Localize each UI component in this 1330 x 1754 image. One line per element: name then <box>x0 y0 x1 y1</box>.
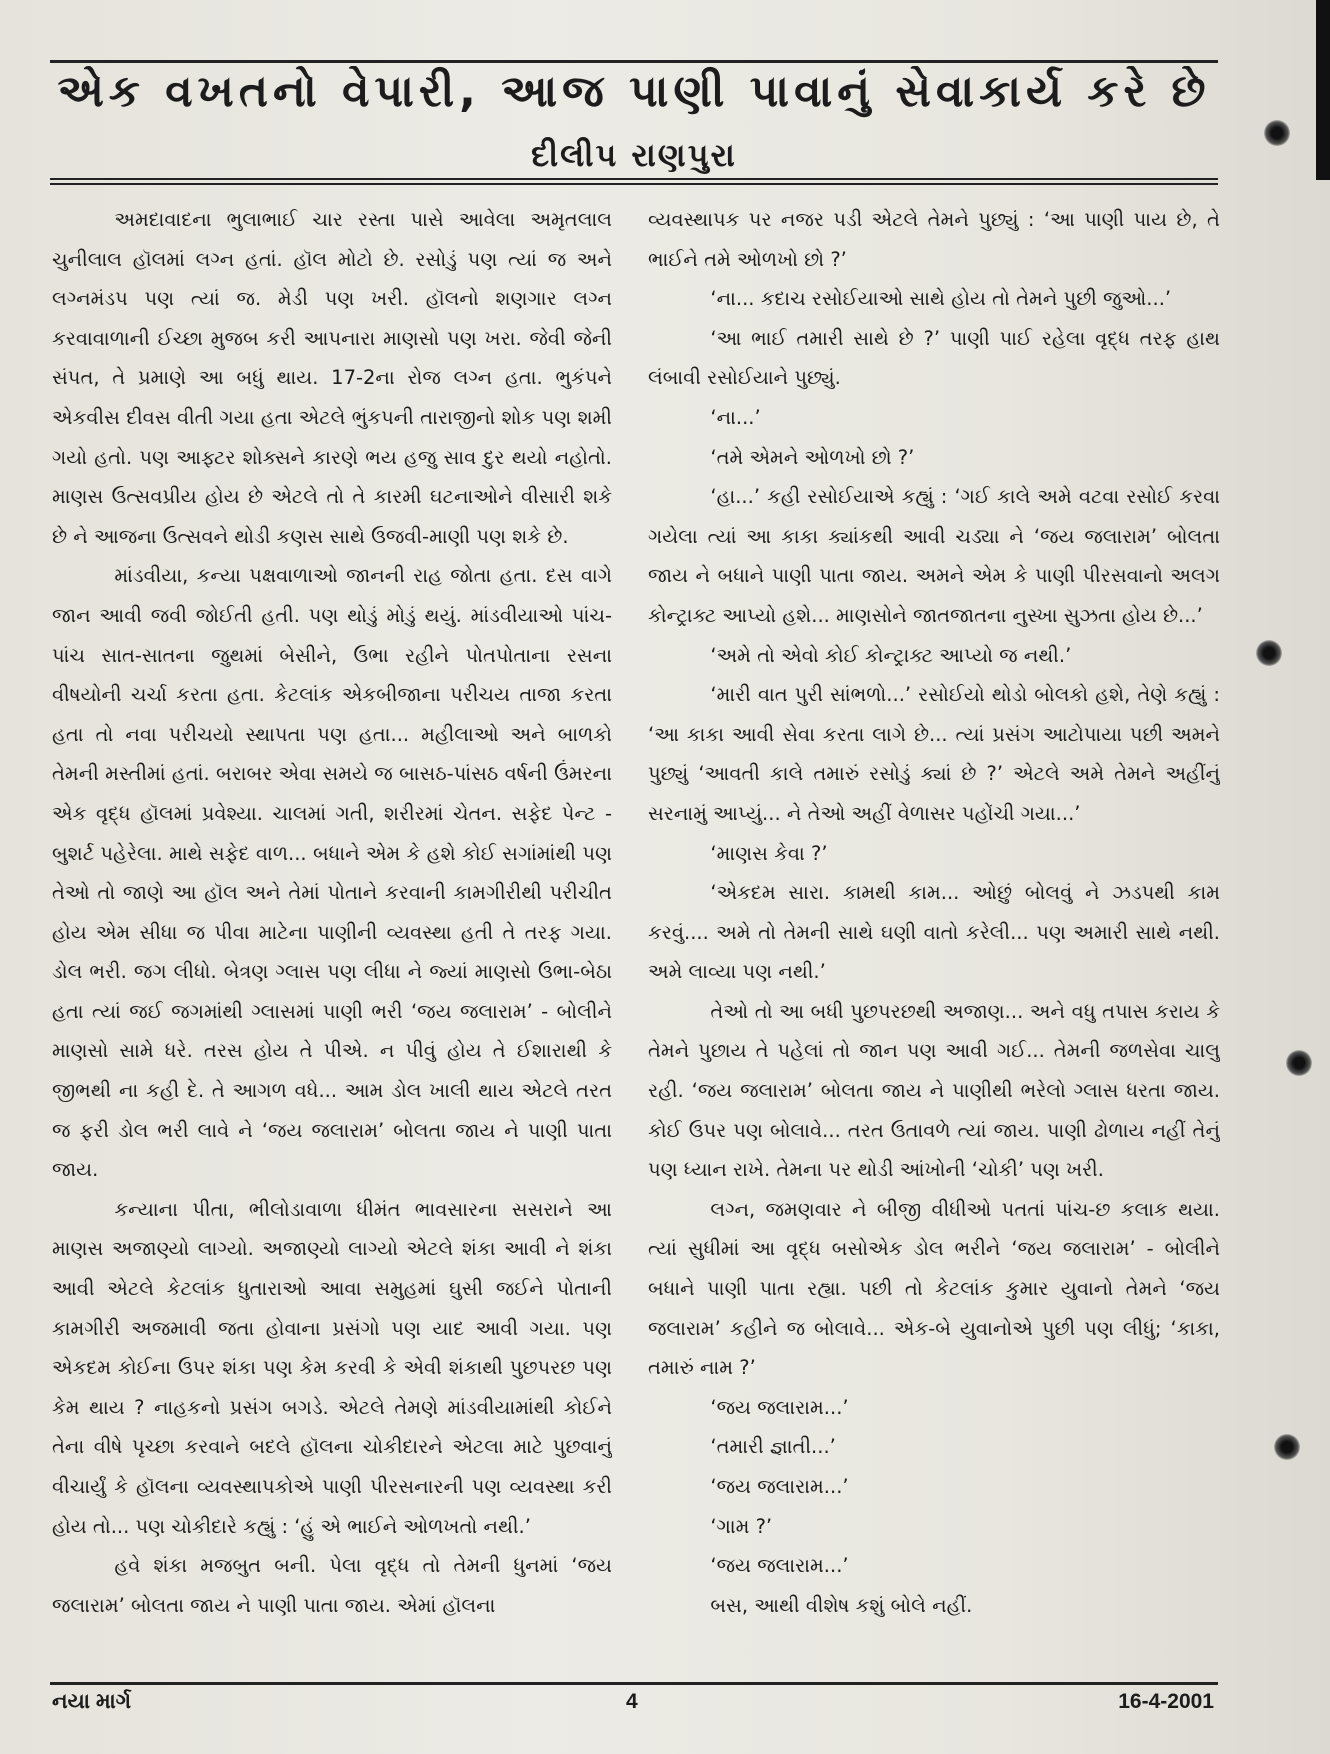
paragraph: ‘ના...’ <box>710 405 761 429</box>
paragraph: કન્યાના પીતા, ભીલોડાવાળા ધીમંત ભાવસારના સસરાને આ માણસ અજાણ્યો લાગ્યો. અજાણ્યો લાગ્યો એટલે શંકા આવી ને શંકા આવી એટલે કેટલાંક ધુતારાઓ આવા સમુહમાં ઘુસી જઈને પોતાની કામગીરી અજમાવી જતા હોવાના પ્રસંગો પણ યાદ આવી ગયા. પણ એકદમ કોઈના ઉપર શંકા પણ કેમ કરવી કે એવી શંકાથી પુછપરછ પણ કેમ થાય ? નાહકનો પ્રસંગ બગડે. એટલે તેમણે માંડવીયામાંથી કોઈને તેના વીષે પૃચ્છા કરવાને બદલે હૉલના ચોકીદારને એટલા માટે પુછવાનું વીચાર્યું કે હૉલના વ્યવસ્થાપકોએ પાણી પીરસનારની પણ વ્યવસ્થા કરી હોય તો... પણ ચોકીદારે કહ્યું : ‘હું એ ભાઈને ઓળખતો નથી.’ <box>52 1197 612 1538</box>
paragraph: ‘જય જલારામ...’ <box>710 1554 849 1578</box>
page-hole <box>1264 120 1290 146</box>
article-title: એક વખતનો વેપારી, આજ પાણી પાવાનું સેવાકાર્ય કરે છે <box>57 66 1211 117</box>
paragraph: ‘જય જલારામ...’ <box>710 1395 849 1419</box>
footer-page-number: 4 <box>626 1690 638 1713</box>
article-author: દીલીપ રાણપુરા <box>531 136 737 174</box>
paragraph: ‘હા...’ કહી રસોઈયાએ કહ્યું : ‘ગઈ કાલે અમે વટવા રસોઈ કરવા ગયેલા ત્યાં આ કાકા ક્યાંકથી આવી ચડ્યા ને ‘જય જલારામ’ બોલતા જાય ને બધાને પાણી પાતા જાય. અમને એમ કે પાણી પીરસવાનો અલગ કોન્ટ્રાક્ટ આપ્યો હશે... માણસોને જાતજાતના નુસ્ખા સુઝતા હોય છે...’ <box>648 485 1220 627</box>
paragraph: ‘ના... કદાચ રસોઈયાઓ સાથે હોય તો તેમને પુછી જુઓ...’ <box>710 287 1172 311</box>
paragraph: માંડવીયા, કન્યા પક્ષવાળાઓ જાનની રાહ જોતા હતા. દસ વાગે જાન આવી જવી જોઈતી હતી. પણ થોડું મોડું થયું. માંડવીયાઓ પાંચ-પાંચ સાત-સાતના જુથમાં બેસીને, ઉભા રહીને પોતપોતાના રસના વીષયોની ચર્ચા કરતા હતા. કેટલાંક એકબીજાના પરીચય તાજા કરતા હતા તો નવા પરીચયો સ્થાપતા પણ હતા... મહીલાઓ અને બાળકો તેમની મસ્તીમાં હતાં. બરાબર એવા સમયે જ બાસઠ-પાંસઠ વર્ષની ઉંમરના એક વૃદ્ધ હૉલમાં પ્રવેશ્યા. ચાલમાં ગતી, શરીરમાં ચેતન. સફેદ પેન્ટ - બુશર્ટ પહેરેલા. માથે સફેદ વાળ... બધાને એમ કે હશે કોઈ સગાંમાંથી પણ તેઓ તો જાણે આ હૉલ અને તેમાં પોતાને કરવાની કામગીરીથી પરીચીત હોય એમ સીધા જ પીવા માટેના પાણીની વ્યવસ્થા હતી તે તરફ ગયા. ડોલ ભરી. જગ લીધો. બેત્રણ ગ્લાસ પણ લીધા ને જ્યાં માણસો ઉભા-બેઠા હતા ત્યાં જઈ જગમાંથી ગ્લાસમાં પાણી ભરી ‘જય જલારામ’ - બોલીને માણસો સામે ધરે. તરસ હોય તે પીએ. ન પીવું હોય તે ઈશારાથી કે જીભથી ના કહી દે. તે આગળ વધે... આમ ડોલ ખાલી થાય એટલે તરત જ ફરી ડોલ ભરી લાવે ને ‘જય જલારામ’ બોલતા જાય ને પાણી પાતા જાય. <box>52 564 612 1182</box>
page-hole <box>1256 640 1282 666</box>
paragraph: ‘અમે તો એવો કોઈ કોન્ટ્રાક્ટ આપ્યો જ નથી.’ <box>710 643 1072 667</box>
paragraph: ‘જય જલારામ...’ <box>710 1475 849 1498</box>
page-hole <box>1274 1434 1300 1460</box>
paragraph: બસ, આથી વીશેષ કશું બોલે નહીં. <box>710 1593 973 1617</box>
paragraph: ‘તમારી જ્ઞાતી...’ <box>710 1435 836 1459</box>
paragraph: ‘ગામ ?’ <box>710 1514 773 1538</box>
paragraph: ‘આ ભાઈ તમારી સાથે છે ?’ પાણી પાઈ રહેલા વૃદ્ધ તરફ હાથ લંબાવી રસોઈયાને પુછ્યું. <box>648 326 1220 390</box>
right-column <box>648 200 1220 1640</box>
page-hole <box>1286 1050 1312 1076</box>
paragraph: ‘મારી વાત પુરી સાંભળો...’ રસોઈયો થોડો બોલકો હશે, તેણે કહ્યું : ‘આ કાકા આવી સેવા કરતા લાગે છે... ત્યાં પ્રસંગ આટોપાયા પછી અમને પુછ્યું ‘આવતી કાલે તમારું રસોડું ક્યાં છે ?’ એટલે અમે તેમને અહીંનું સરનામું આપ્યું... ને તેઓ અહીં વેળાસર પહોંચી ગયા...’ <box>648 683 1220 825</box>
footer-publication: નયા માર્ગ <box>52 1690 132 1713</box>
paragraph: ‘એકદમ સારા. કામથી કામ... ઓછું બોલવું ને ઝડપથી કામ કરવું.... અમે તો તેમની સાથે ઘણી વાતો કરેલી... પણ અમારી સાથે નથી. અમે લાવ્યા પણ નથી.’ <box>648 881 1220 984</box>
left-column <box>52 200 612 1640</box>
title-divider <box>50 178 1218 185</box>
paragraph: હવે શંકા મજબુત બની. પેલા વૃદ્ધ તો તેમની ધુનમાં ‘જય જલારામ’ બોલતા જાય ને પાણી પાતા જાય. એમાં હૉલના <box>52 1554 612 1617</box>
scan-edge <box>1316 0 1330 180</box>
paragraph: અમદાવાદના ભુલાભાઈ ચાર રસ્તા પાસે આવેલા અમૃતલાલ ચુનીલાલ હૉલમાં લગ્ન હતાં. હૉલ મોટો છે. રસોડું પણ ત્યાં જ અને લગ્નમંડપ પણ ત્યાં જ. મેડી પણ ખરી. હૉલનો શણગાર લગ્ન કરવાવાળાની ઈચ્છા મુજબ કરી આપનારા માણસો પણ ખરા. જેવી જેની સંપત, તે પ્રમાણે આ બધું થાય. 17-2ના રોજ લગ્ન હતા. ભુકંપને એકવીસ દીવસ વીતી ગયા હતા એટલે ભુંકપની તારાજીનો શોક પણ શમી ગયો હતો. પણ આફ્ટર શોક્સને કારણે ભય હજુ સાવ દુર થયો નહોતો. માણસ ઉત્સવપ્રીય હોય છે એટલે તો તે કારમી ઘટનાઓને વીસારી શકે છે ને આજના ઉત્સવને થોડી કણસ સાથે ઉજવી-માણી પણ શકે છે. <box>52 208 612 548</box>
paragraph: લગ્ન, જમણવાર ને બીજી વીધીઓ પતતાં પાંચ-છ કલાક થયા. ત્યાં સુધીમાં આ વૃદ્ધ બસોએક ડોલ ભરીને ‘જય જલારામ’ - બોલીને બધાને પાણી પાતા રહ્યા. પછી તો કેટલાંક કુમાર યુવાનો તેમને ‘જય જલારામ’ કહીને જ બોલાવે... એક-બે યુવાનોએ પુછી પણ લીધું; ‘કાકા, તમારું નામ ?’ <box>648 1197 1220 1380</box>
top-rule <box>50 60 1218 63</box>
paragraph: ‘તમે એમને ઓળખો છો ?’ <box>710 445 915 469</box>
paragraph: તેઓ તો આ બધી પુછપરછથી અજાણ... અને વધુ તપાસ કરાય કે તેમને પુછાય તે પહેલાં તો જાન પણ આવી ગઈ... તેમની જળસેવા ચાલુ રહી. ‘જય જલારામ’ બોલતા જાય ને પાણીથી ભરેલો ગ્લાસ ધરતા જાય. કોઈ ઉપર પણ બોલાવે... તરત ઉતાવળે ત્યાં જાય. પાણી ઢોળાય નહીં તેનું પણ ધ્યાન રાખે. તેમના પર થોડી આંખોની ‘ચોકી’ પણ ખરી. <box>648 999 1220 1182</box>
footer-date: 16-4-2001 <box>1118 1690 1214 1713</box>
paragraph: વ્યવસ્થાપક પર નજર પડી એટલે તેમને પુછ્યું : ‘આ પાણી પાય છે, તે ભાઈને તમે ઓળખો છો ?’ <box>648 208 1220 271</box>
paragraph: ‘માણસ કેવા ?’ <box>710 841 828 865</box>
footer-rule <box>50 1682 1218 1685</box>
